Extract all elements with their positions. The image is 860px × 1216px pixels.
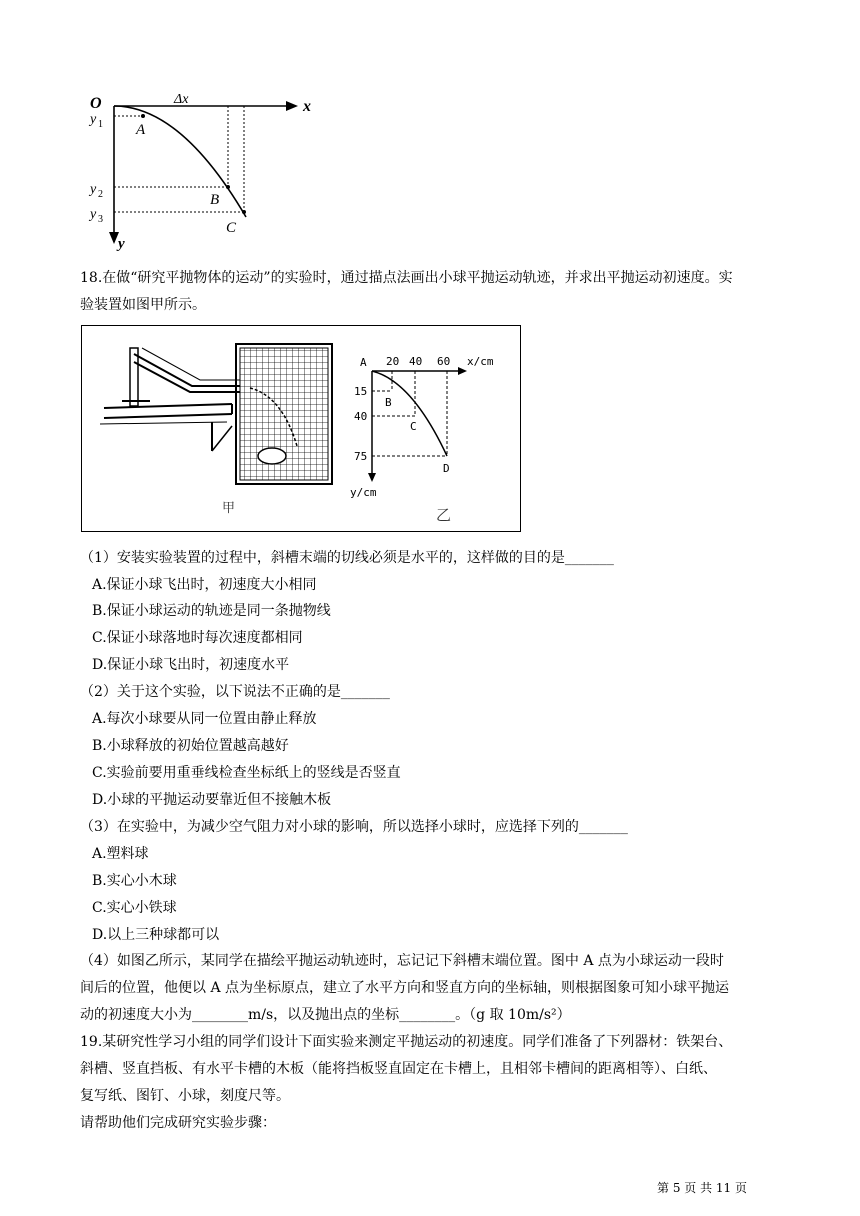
figure-label-jia: 甲 [222,501,236,516]
q19-line2: 斜槽、竖直挡板、有水平卡槽的木板（能将挡板竖直固定在卡槽上，且相邻卡槽间的距离相等）、白纸、 [80,1061,717,1077]
y1-label: y [90,112,97,127]
y2-subscript: 2 [98,189,103,200]
q18-sub1-option-b: B.保证小球运动的轨迹是同一条抛物线 [92,603,331,619]
y-tick-75: 75 [354,450,368,463]
delta-x-label: Δx [174,92,189,107]
q18-stem-line2: 验装置如图甲所示。 [80,297,206,313]
point-b-label: B [210,192,220,208]
q18-sub1-option-d: D.保证小球飞出时，初速度水平 [92,657,290,673]
chart-point-c: C [410,420,417,433]
y-axis-unit-label: y/cm [350,486,377,499]
q18-sub3-option-a: A.塑料球 [92,846,149,862]
q18-sub1-option-c: C.保证小球落地时每次速度都相同 [92,630,303,646]
q18-sub3-option-b: B.实心小木球 [92,873,177,889]
y-tick-15: 15 [354,385,368,398]
apparatus-figure-frame [81,325,521,532]
chart-point-d: D [443,462,450,475]
q18-sub2-option-d: D.小球的平抛运动要靠近但不接触木板 [92,792,332,808]
x-tick-60: 60 [437,355,451,368]
q18-sub4-line2: 间后的位置，他便以 A 点为坐标原点，建立了水平方向和竖直方向的坐标轴，则根据图象可知小球平抛运 [80,980,730,996]
q18-sub1-option-a: A.保证小球飞出时，初速度大小相同 [92,577,317,593]
q18-stem-line1: 18.在做“研究平抛物体的运动”的实验时，通过描点法画出小球平抛运动轨迹，并求出平抛运动初速度。实 [80,270,733,286]
q18-sub1-question: （1）安装实验装置的过程中，斜槽末端的切线必须是水平的，这样做的目的是_______ [80,550,614,566]
point-c-label: C [226,220,237,236]
q19-line1: 19.某研究性学习小组的同学们设计下面实验来测定平抛运动的初速度。同学们准备了下列器材：铁架台、 [80,1034,733,1050]
q18-sub2-option-c: C.实验前要用重垂线检查坐标纸上的竖线是否竖直 [92,765,401,781]
page-footer: 第 5 页 共 11 页 [657,1181,747,1195]
y-tick-40: 40 [354,410,368,423]
q18-sub4-line1: （4）如图乙所示，某同学在描绘平抛运动轨迹时，忘记记下斜槽末端位置。图中 A 点为小球运动一段时 [80,953,724,969]
q19-line3: 复写纸、图钉、小球，刻度尺等。 [80,1088,290,1104]
q18-sub2-question: （2）关于这个实验，以下说法不正确的是_______ [80,684,390,700]
q18-sub2-option-a: A.每次小球要从同一位置由静止释放 [92,711,317,727]
trajectory-figure [86,92,326,252]
apparatus-figure [82,326,520,531]
y1-subscript: 1 [98,119,103,130]
y2-label: y [90,182,97,197]
origin-label: O [90,95,102,112]
y-axis-label: y [118,236,125,252]
q18-sub3-question: （3）在实验中，为减少空气阻力对小球的影响，所以选择小球时，应选择下列的_______ [80,819,628,835]
chart-point-b: B [385,396,392,409]
figure-label-yi: 乙 [436,506,452,524]
y3-subscript: 3 [98,214,103,225]
q19-line4: 请帮助他们完成研究实验步骤： [80,1115,276,1131]
x-axis-label: x [303,98,311,115]
q18-sub3-option-c: C.实心小铁球 [92,900,177,916]
chart-origin-label: A [360,356,367,369]
q18-sub3-option-d: D.以上三种球都可以 [92,927,220,943]
x-tick-40: 40 [409,355,423,368]
x-axis-unit-label: x/cm [467,355,494,368]
x-tick-20: 20 [386,355,400,368]
q18-sub2-option-b: B.小球释放的初始位置越高越好 [92,738,289,754]
q18-sub4-line3: 动的初速度大小为________m/s，以及抛出点的坐标________。（g 取 10m/s²） [80,1007,571,1023]
point-a-label: A [136,122,146,138]
y3-label: y [90,207,97,222]
